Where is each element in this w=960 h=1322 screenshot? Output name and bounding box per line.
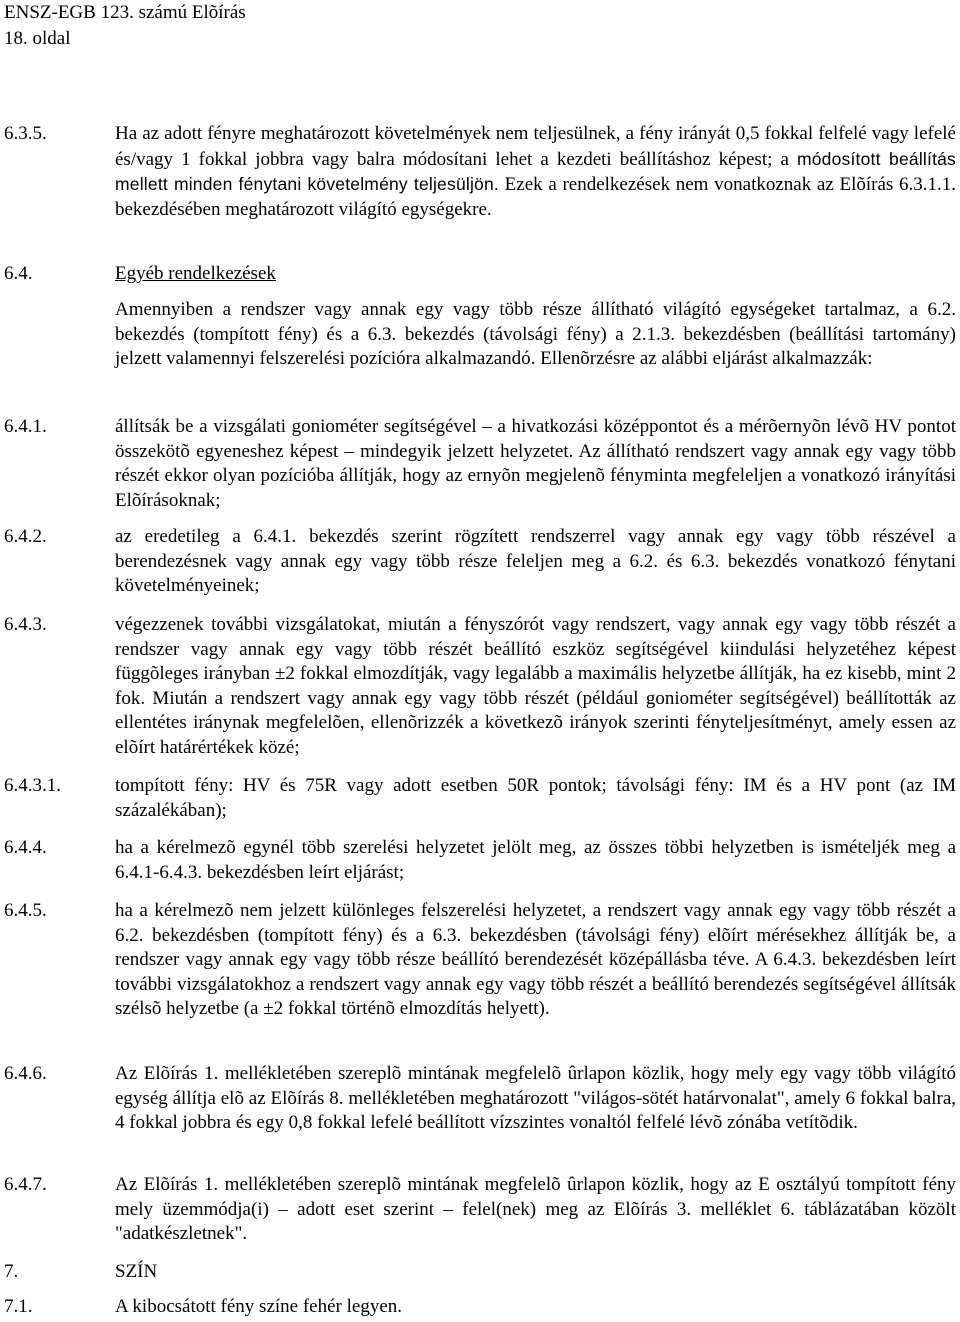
section-number: 6.4. <box>4 263 33 284</box>
section-text: végezzenek további vizsgálatokat, miután a fényszórót vagy rendszert, vagy annak egy vagy több részét a rendszer vagy annak egy vagy több részét beállító eszköz segítségével kiindulási helyzetéhez képest függõleges irányban ±2 fokkal elmozdítják, vagy legalább a maximális helyzetbe állítják, ha ez kisebb, mint 2 fok. Miután a rendszert vagy annak egy vagy több részét (például goniométer segítségével) beállították az ellentétes iránynak megfelelõen, ellenõrizzék a következõ irányok szerinti fényteljesítményt, amely essen az elõírt határértékek közé; <box>115 614 956 758</box>
section-number: 6.4.7. <box>4 1174 47 1195</box>
section-heading: Egyéb rendelkezések <box>115 263 276 284</box>
section-text: ha a kérelmezõ nem jelzett különleges felszerelési helyzetet, a rendszert vagy annak egy vagy több részét a 6.2. bekezdésben (tompított fény) és a 6.3. bekezdésben (távolsági fény) elõírt mérésekhez állítják be, a rendszer vagy annak egy vagy több része beállító berendezését középállásba téve. A 6.4.3. bekezdésben leírt további vizsgálatokhoz a rendszert vagy annak egy vagy több részét a beállító berendezés segítségével állítsák szélsõ helyzetbe (a ±2 fokkal történõ elmozdítás helyett). <box>115 900 956 1019</box>
section-text: az eredetileg a 6.4.1. bekezdés szerint rögzített rendszerrel vagy annak egy vagy több részével a berendezésnek vagy annak egy vagy több része feleljen meg a 6.2. és 6.3. bekezdés vonatkozó fénytani követelményeinek; <box>115 526 956 596</box>
section-text: Ha az adott fényre meghatározott követelmények nem teljesülnek, a fény irányát 0,5 fokkal felfelé vagy lefelé és/vagy 1 fokkal jobbra vagy balra módosítani lehet a kezdeti beállításhoz képest; a módosított beállítás mellett minden fénytani követelmény teljesüljön. Ezek a rendelkezések nem vonatkoznak az Elõírás 6.3.1.1. bekezdésében meghatározott világító egységekre. <box>115 123 957 220</box>
section-6-4-4 <box>4 836 956 885</box>
section-6-4-3 <box>4 613 956 760</box>
section-6-4 <box>4 262 956 287</box>
section-6-4-3-1 <box>4 774 956 823</box>
section-number: 6.4.4. <box>4 837 47 858</box>
section-number: 6.4.1. <box>4 416 47 437</box>
section-text: ha a kérelmezõ egynél több szerelési helyzetet jelölt meg, az összes többi helyzetben is ismételjék meg a 6.4.1-6.4.3. bekezdésben leírt eljárást; <box>115 837 956 883</box>
section-6-4-6 <box>4 1062 956 1136</box>
section-7 <box>4 1260 956 1285</box>
section-text: A kibocsátott fény színe fehér legyen. <box>115 1296 403 1317</box>
section-number: 6.4.3.1. <box>4 775 61 796</box>
section-text: Az Elõírás 1. mellékletében szereplõ mintának megfelelõ ûrlapon közlik, hogy az E osztályú tompított fény mely üzemmódja(i) – adott eset szerint – felel(nek) meg az Elõírás 3. melléklet 6. táblázatában közölt "adatkészletnek". <box>115 1174 956 1244</box>
section-number: 6.4.2. <box>4 526 47 547</box>
section-7-1 <box>4 1295 956 1320</box>
section-6-4-intro <box>4 298 956 372</box>
section-6-4-2 <box>4 525 956 599</box>
section-text: állítsák be a vizsgálati goniométer segítségével – a hivatkozási középpontot és a mérõernyõn lévõ HV pontot összekötõ egyeneshez képest – mindegyik jelzett helyzetet. Az állítható rendszert vagy annak egy vagy több részét ekkor olyan pozícióba állítják, hogy az ernyõn megjelenõ fényminta megfeleljen a vonatkozó irányítási Elõírásoknak; <box>115 416 956 511</box>
sans-text-fragment: módosított beállítás mellett minden fénytani követelmény teljesüljön. <box>115 148 957 194</box>
section-number: 7.1. <box>4 1296 33 1317</box>
section-text: Az Elõírás 1. mellékletében szereplõ mintának megfelelõ ûrlapon közlik, hogy mely egy vagy több világító egység állítja elõ az Elõírás 8. mellékletében meghatározott "világos-sötét határvonalat", amely 6 fokkal balra, 4 fokkal jobbra és egy 0,8 fokkal lefelé beállított vízszintes vonaltól felfelé lévõ zónába vetítõdik. <box>115 1063 956 1133</box>
section-6-4-7 <box>4 1173 956 1247</box>
section-number: 7. <box>4 1261 19 1282</box>
section-text: Amennyiben a rendszer vagy annak egy vagy több része állítható világító egységeket tartalmaz, a 6.2. bekezdés (tompított fény) és a 6.3. bekezdés (távolsági fény) a 2.1.3. bekezdésben (beállítási tartomány) jelzett valamennyi felszerelési pozícióra alkalmazandó. Ellenõrzésre az alábbi eljárást alkalmazzák: <box>115 299 956 369</box>
section-number: 6.3.5. <box>4 123 47 144</box>
document-title: ENSZ-EGB 123. számú Elõírás <box>4 2 246 23</box>
section-6-4-1 <box>4 415 956 513</box>
section-number: 6.4.6. <box>4 1063 47 1084</box>
section-number: 6.4.3. <box>4 614 47 635</box>
section-text: tompított fény: HV és 75R vagy adott esetben 50R pontok; távolsági fény: IM és a HV pont (az IM százalékában); <box>115 775 956 821</box>
section-6-4-5 <box>4 899 956 1022</box>
section-heading: SZÍN <box>115 1261 158 1282</box>
section-6-3-5 <box>4 122 956 222</box>
page-number: 18. oldal <box>4 28 71 49</box>
page-header <box>4 0 246 52</box>
section-number: 6.4.5. <box>4 900 47 921</box>
